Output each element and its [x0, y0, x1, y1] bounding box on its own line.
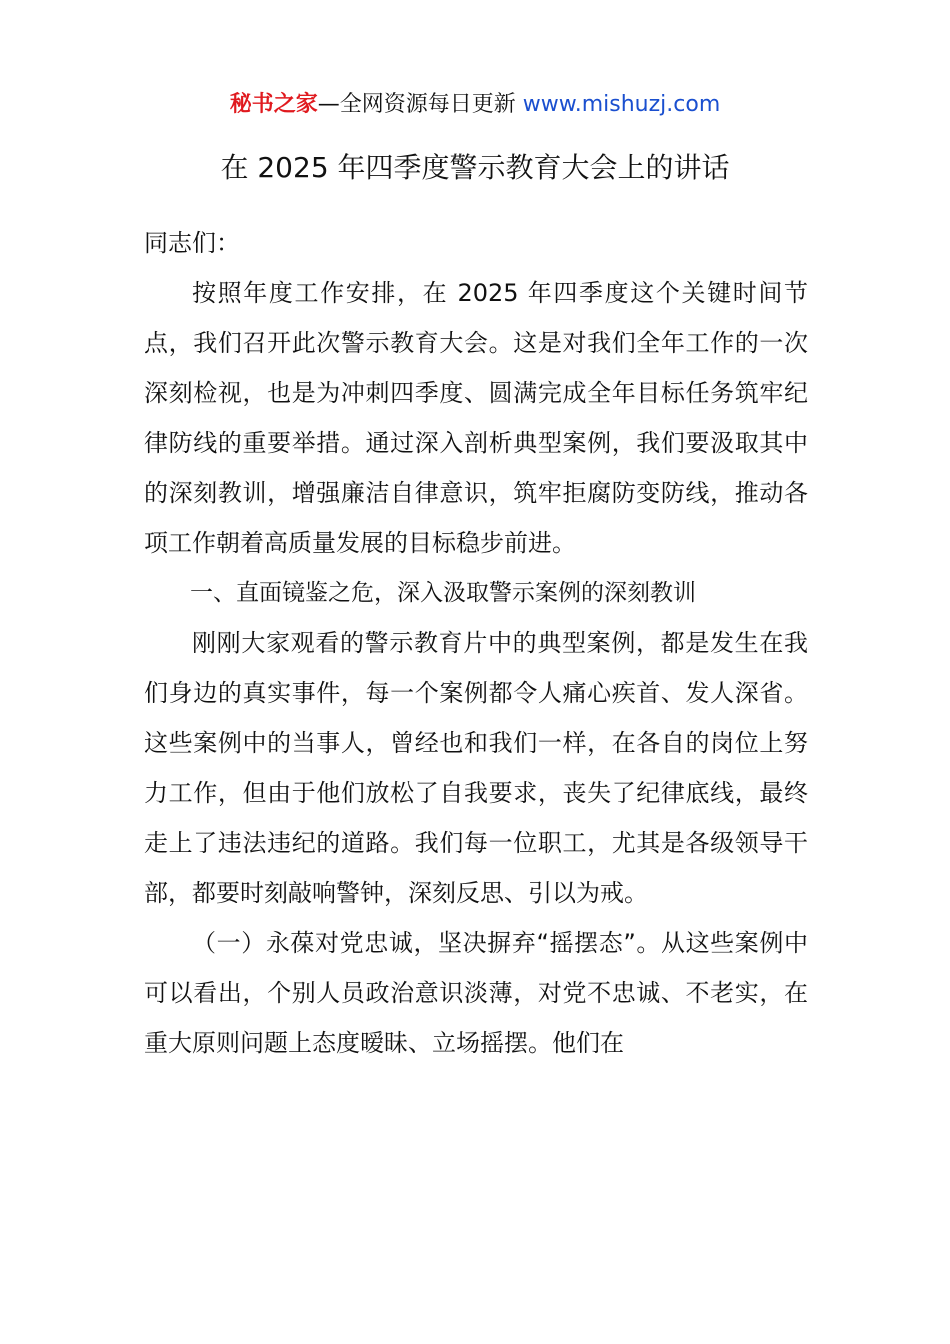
paragraph-loyalty: （一）永葆对党忠诚，坚决摒弃“摇摆态”。从这些案例中可以看出，个别人员政治意识淡薄，对党不忠诚、不老实，在重大原则问题上态度暧昧、立场摇摆。他们在: [144, 929, 808, 1057]
section-heading: 一、直面镜鉴之危，深入汲取警示案例的深刻教训: [190, 580, 696, 606]
paragraph-intro: 按照年度工作安排，在 2025 年四季度这个关键时间节点，我们召开此次警示教育大会。这是对我们全年工作的一次深刻检视，也是为冲刺四季度、圆满完成全年目标任务筑牢纪律防线的重要举措。通过深入剖析典型案例，我们要汲取其中的深刻教训，增强廉洁自律意识，筑牢拒腐防变防线，推动各项工作朝着高质量发展的目标稳步前进。: [144, 279, 808, 557]
brand-name: 秘书之家: [229, 92, 318, 117]
document-body: [144, 218, 808, 1068]
site-header: [0, 88, 950, 122]
document-title: 在 2025 年四季度警示教育大会上的讲话: [220, 151, 730, 184]
header-tagline: —全网资源每日更新: [317, 92, 523, 117]
salutation: 同志们：: [144, 229, 240, 257]
paragraph-cases: 刚刚大家观看的警示教育片中的典型案例，都是发生在我们身边的真实事件，每一个案例都令人痛心疾首、发人深省。这些案例中的当事人，曾经也和我们一样，在各自的岗位上努力工作，但由于他们放松了自我要求，丧失了纪律底线，最终走上了违法违纪的道路。我们每一位职工，尤其是各级领导干部，都要时刻敲响警钟，深刻反思、引以为戒。: [144, 629, 808, 907]
site-url-link[interactable]: www.mishuzj.com: [522, 92, 721, 117]
